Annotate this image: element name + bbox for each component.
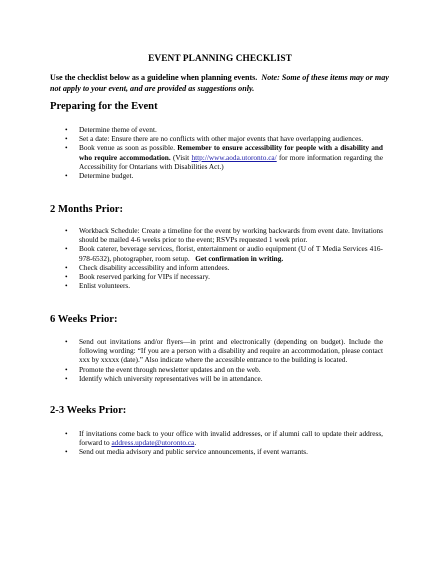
bullet-icon: • — [65, 447, 68, 457]
address-update-email-link[interactable]: address.update@utoronto.ca — [111, 438, 195, 448]
intro-note-text: Some of these items may or may not apply to your event, and are provided as suggestions only. — [50, 73, 389, 93]
section-heading-2-3-weeks: 2-3 Weeks Prior: — [50, 405, 127, 416]
bullet-icon: • — [65, 143, 68, 153]
list-item: • Send out media advisory and public service announcements, if event warrants. — [65, 447, 308, 457]
aoda-link[interactable]: http://www.aoda.utoronto.ca/ — [191, 152, 277, 162]
list-item: • Book caterer, beverage services, florist, entertainment or audio equipment (U of T Media Services 416-978-6532), photographer, room setup. Get confirmation in writing. — [65, 244, 383, 263]
bullet-icon: • — [65, 373, 68, 383]
list-item: • If invitations come back to your office with invalid addresses, or if alumni call to update their address, forward to address.update@utoronto.ca. — [65, 429, 383, 448]
section-list-6-weeks — [65, 337, 383, 383]
list-item: • Book reserved parking for VIPs if necessary. — [65, 272, 210, 282]
list-item: • Enlist volunteers. — [65, 281, 131, 291]
intro-paragraph — [50, 72, 395, 94]
section-list-2-months — [65, 226, 383, 290]
bullet-icon: • — [65, 171, 68, 181]
document-title: EVENT PLANNING CHECKLIST — [148, 54, 292, 64]
bullet-icon: • — [65, 364, 68, 374]
intro-text: Use the checklist below as a guideline when planning events. — [50, 73, 258, 82]
section-heading-2-months: 2 Months Prior: — [50, 204, 123, 215]
bullet-icon: • — [65, 337, 68, 346]
list-item: • Workback Schedule: Create a timeline for the event by working backwards from event date. Invitations should be mailed 4-6 weeks prior to the event; RSVPs requested 1 week prior. — [65, 226, 383, 245]
bullet-icon: • — [65, 429, 68, 438]
bullet-icon: • — [65, 244, 68, 254]
list-item: • Set a date: Ensure there are no conflicts with other major events that have overlapping audiences. — [65, 134, 364, 144]
intro-note-label: Note: — [261, 73, 280, 82]
bullet-icon: • — [65, 134, 68, 144]
bullet-icon: • — [65, 125, 68, 134]
section-heading-preparing: Preparing for the Event — [50, 101, 158, 112]
bullet-icon: • — [65, 262, 68, 272]
section-list-2-3-weeks — [65, 429, 383, 457]
list-item: • Determine theme of event. — [65, 125, 157, 134]
section-heading-6-weeks: 6 Weeks Prior: — [50, 314, 118, 325]
list-item: • Determine budget. — [65, 171, 134, 181]
list-item: • Identify which university representatives will be in attendance. — [65, 373, 263, 383]
section-list-preparing — [65, 125, 383, 180]
bullet-icon: • — [65, 272, 68, 282]
list-item: • Send out invitations and/or flyers—in print and electronically (depending on budget). Include the following wording: “If you are a person with a disability and require an accommodation, please contact xxx by xxxxx (date).” Also indicate where the accessible entrance to the building is located. — [65, 337, 383, 365]
bullet-icon: • — [65, 226, 68, 235]
bullet-icon: • — [65, 281, 68, 291]
list-item: • Promote the event through newsletter updates and on the web. — [65, 364, 261, 374]
list-item: • Book venue as soon as possible. Remember to ensure accessibility for people with a disability and who require accommodation. (Visit http://www.aoda.utoronto.ca/ for more information regarding the Accessibility for Ontarians with Disabilities Act.) — [65, 143, 383, 171]
list-item: • Check disability accessibility and inform attendees. — [65, 262, 230, 272]
